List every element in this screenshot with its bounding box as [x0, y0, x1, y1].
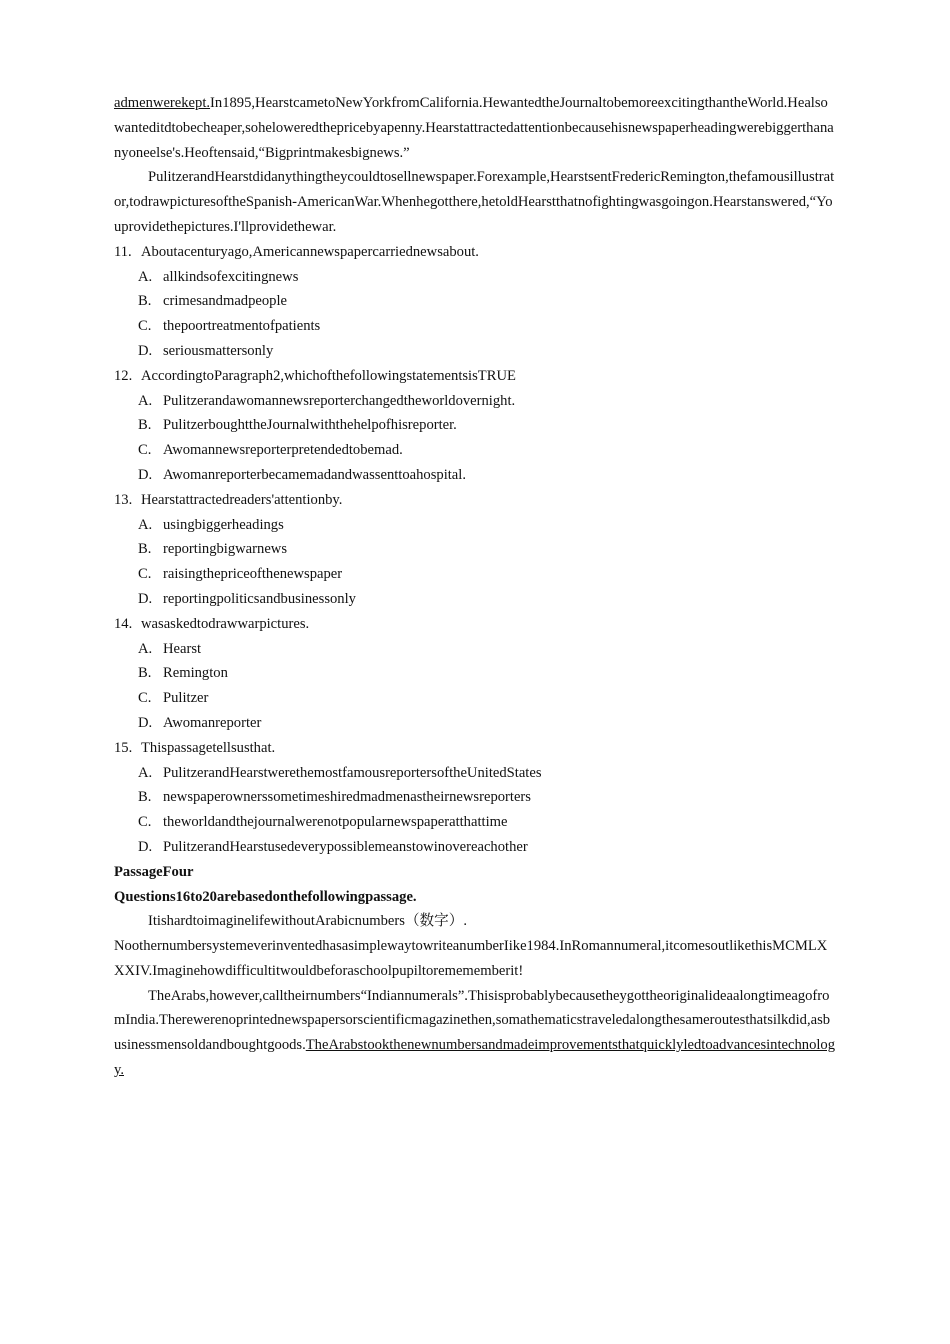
option-letter: D.: [138, 342, 153, 359]
answer-option: [114, 537, 836, 562]
paragraph-text: In1895,HearstcametoNewYorkfromCalifornia.HewantedtheJournaltobemoreexcitingthantheWorld.Healsowanteditdtobecheaper,soheloweredthepricebyapenny.Hearstattractedattentionbecausehisnewspaperheadingwerebiggerthananyoneelse's.Heoftensaid,“Bigprintmakesbignews.”: [114, 95, 834, 161]
answer-option: [114, 761, 836, 786]
option-text: PulitzerandHearstwerethemostfamousreportersoftheUnitedStates: [163, 764, 542, 781]
option-letter: A.: [138, 268, 153, 285]
paragraph-text: TheArabs,however,calltheirnumbers“Indiannumerals”.ThisisprobablybecausetheygottheoriginalideaalongtimeagofromIndia.Therewerenoprintednewspapersorscientificmagazinethen,somathematicstraveledalongthesameroutesthatsilkdid,asbusinessmensoldandboughtgoods.: [114, 987, 831, 1054]
option-letter: D.: [138, 714, 153, 731]
answer-option: [114, 711, 836, 736]
question-number: 13.: [114, 491, 133, 508]
question-text: Aboutacenturyago,Americannewspapercarriednewsabout.: [141, 243, 479, 260]
option-letter: C.: [138, 566, 152, 583]
option-text: thepoortreatmentofpatients: [163, 318, 321, 335]
option-letter: B.: [138, 665, 152, 682]
answer-option: [114, 389, 836, 414]
question-number: 15.: [114, 739, 133, 756]
answer-option: [114, 661, 836, 686]
passage-four-instruction: Questions16to20arebasedonthefollowingpassage.: [114, 888, 417, 905]
underlined-phrase: admenwerekept.: [114, 95, 211, 111]
option-text: raisingthepriceofthenewspaper: [163, 566, 343, 583]
answer-option: [114, 562, 836, 587]
question-block: [114, 240, 836, 860]
underlined-sentence: TheArabstookthenewnumbersandmadeimprovementsthatquicklyledtoadvancesintechnology.: [114, 1037, 836, 1079]
answer-option: [114, 785, 836, 810]
question-stem: [114, 612, 836, 637]
passage-three-paragraph-2: PulitzerandHearstdidanythingtheycouldtosellnewspaper.Forexample,HearstsentFredericRemington,thefamousillustrator,todrawpicturesoftheSpanish-AmericanWar.Whenhegotthere,hetoldHearstthatnofightingwasgoingon.Hearstanswered,“Youprovidethepictures.I'llprovidethewar.: [114, 169, 835, 235]
option-text: Pulitzer: [163, 690, 209, 707]
option-text: seriousmattersonly: [163, 342, 274, 359]
option-text: Hearst: [163, 640, 202, 657]
answer-option: [114, 587, 836, 612]
answer-option: [114, 637, 836, 662]
option-letter: C.: [138, 318, 152, 335]
passage-four-paragraph-1-rest: NoothernumbersystemeverinventedhasasimplewaytowriteanumberIike1984.InRomannumeral,itcomesoutlikethisMCMLXXXIV.Imaginehowdifficultitwouldbeforaschoolpupiltoremememberit!: [114, 938, 828, 979]
question-text: Thispassagetellsusthat.: [141, 739, 276, 756]
answer-option: [114, 413, 836, 438]
answer-option: [114, 438, 836, 463]
option-text: PulitzerandHearstusedeverypossiblemeanstowinovereachother: [163, 838, 528, 855]
option-letter: D.: [138, 838, 153, 855]
answer-options: [114, 389, 836, 488]
question-text: AccordingtoParagraph2,whichofthefollowingstatementsisTRUE: [141, 367, 516, 384]
option-letter: A.: [138, 764, 153, 781]
option-text: Awomanreporterbecamemadandwassenttoahospital.: [163, 466, 466, 483]
option-text: newspaperownerssometimeshiredmadmenastheirnewsreporters: [163, 789, 531, 806]
answer-option: [114, 686, 836, 711]
answer-option: [114, 289, 836, 314]
option-text: Awomannewsreporterpretendedtobemad.: [163, 442, 403, 459]
option-letter: C.: [138, 442, 152, 459]
answer-option: [114, 314, 836, 339]
question-number: 11.: [114, 243, 132, 260]
option-letter: B.: [138, 541, 152, 558]
option-letter: D.: [138, 590, 153, 607]
question-stem: [114, 488, 836, 513]
option-text: Remington: [163, 665, 228, 682]
option-text: reportingpoliticsandbusinessonly: [163, 590, 356, 607]
option-letter: A.: [138, 516, 153, 533]
option-text: Pulitzerandawomannewsreporterchangedtheworldovernight.: [163, 392, 516, 409]
answer-option: [114, 339, 836, 364]
question-stem: [114, 240, 836, 265]
option-text: crimesandmadpeople: [163, 293, 287, 310]
answer-option: [114, 835, 836, 860]
option-letter: C.: [138, 814, 152, 831]
question-stem: [114, 364, 836, 389]
question-number: 14.: [114, 615, 133, 632]
passage-three-paragraph-1: [114, 91, 836, 165]
option-letter: B.: [138, 789, 152, 806]
answer-option: [114, 810, 836, 835]
answer-options: [114, 265, 836, 364]
answer-option: [114, 463, 836, 488]
answer-options: [114, 761, 836, 860]
option-text: reportingbigwarnews: [163, 541, 288, 558]
option-text: theworldandthejournalwerenotpopularnewspaperatthattime: [163, 814, 508, 831]
document-page: [114, 91, 836, 1083]
option-letter: B.: [138, 293, 152, 310]
option-letter: B.: [138, 417, 152, 434]
option-letter: D.: [138, 466, 153, 483]
option-text: usingbiggerheadings: [163, 516, 284, 533]
question-text: Hearstattractedreaders'attentionby.: [141, 491, 343, 508]
answer-option: [114, 265, 836, 290]
answer-options: [114, 637, 836, 736]
answer-options: [114, 513, 836, 612]
option-text: allkindsofexcitingnews: [163, 268, 299, 285]
answer-option: [114, 513, 836, 538]
option-text: PulitzerboughttheJournalwiththehelpofhisreporter.: [163, 417, 457, 434]
passage-four-paragraph-1-line-1: ItishardtoimaginelifewithoutArabicnumbers（数字）.: [148, 913, 467, 930]
passage-four-paragraph-2: [114, 984, 836, 1083]
option-letter: A.: [138, 392, 153, 409]
option-letter: C.: [138, 690, 152, 707]
question-number: 12.: [114, 367, 133, 384]
question-stem: [114, 736, 836, 761]
passage-four-heading: PassageFour: [114, 863, 194, 880]
option-letter: A.: [138, 640, 153, 657]
question-text: wasaskedtodrawwarpictures.: [141, 615, 310, 632]
option-text: Awomanreporter: [163, 714, 262, 731]
